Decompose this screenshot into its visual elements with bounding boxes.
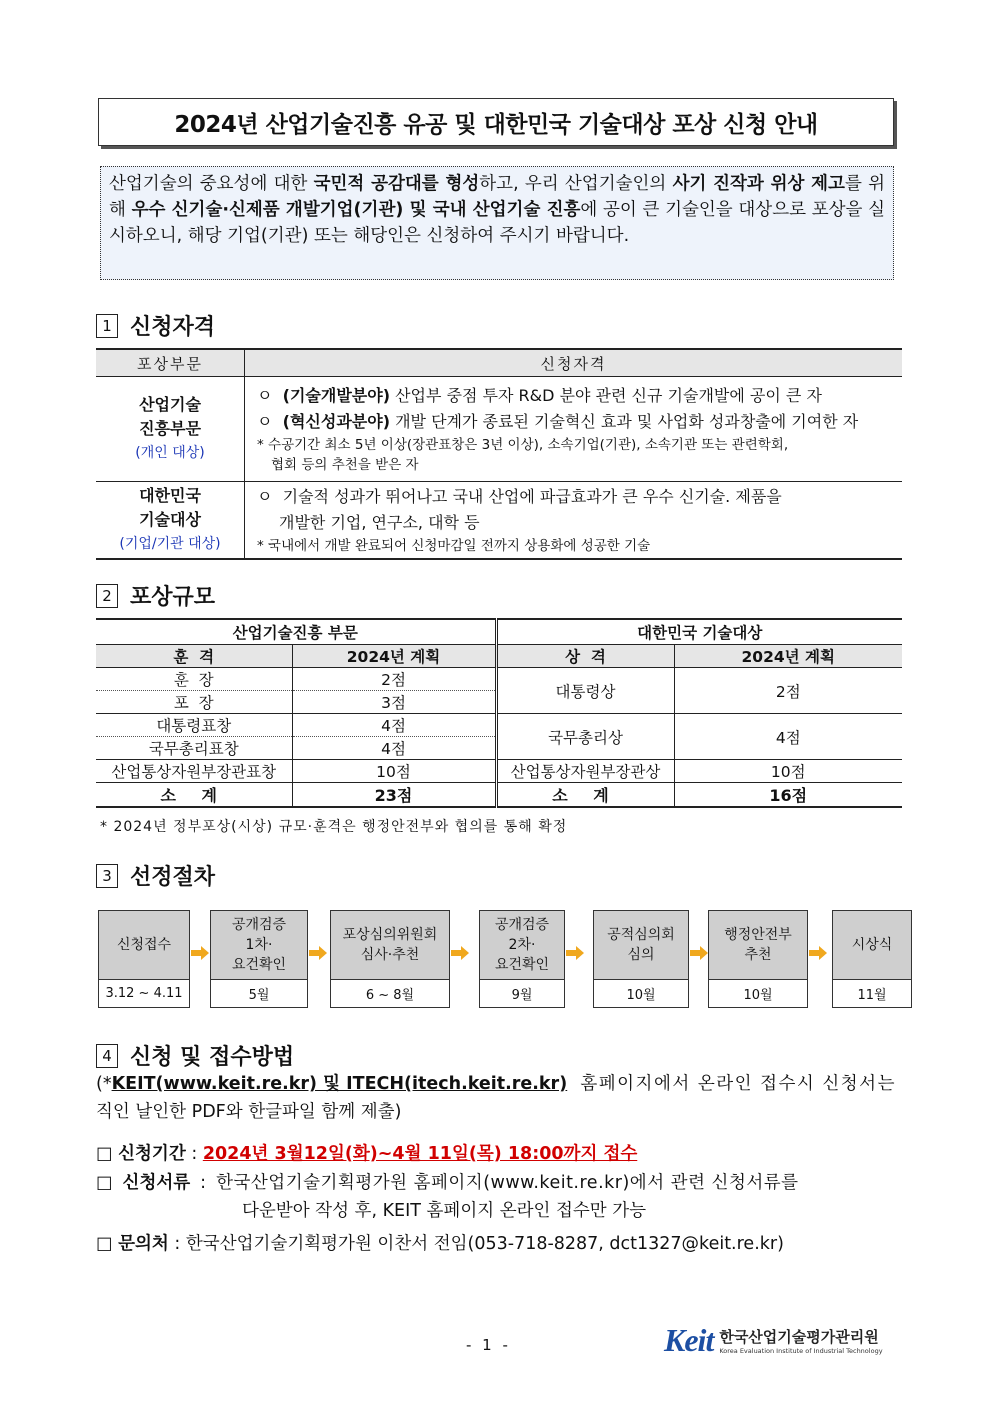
process-step-date: 10월 bbox=[743, 988, 773, 1003]
logo-korean: 한국산업기술평가관리원 bbox=[719, 1328, 879, 1346]
process-step bbox=[210, 910, 308, 1008]
table-cell: 대통령상 bbox=[496, 668, 674, 714]
arrow-right-icon bbox=[690, 946, 708, 960]
process-step-label: 공적심의회 심의 bbox=[594, 911, 688, 980]
table-row bbox=[96, 783, 902, 808]
docs-value: 다운받아 작성 후, KEIT 홈페이지 온라인 접수만 가능 bbox=[242, 1201, 647, 1221]
bullet: ㅇ bbox=[257, 412, 273, 431]
page-number: - 1 - bbox=[466, 1336, 511, 1354]
contact-label: 문의처 bbox=[118, 1234, 169, 1254]
category-target: (개인 대상) bbox=[135, 445, 205, 461]
table-cell: 국무총리표창 bbox=[96, 737, 292, 760]
process-step-label: 공개검증 2차· 요건확인 bbox=[480, 911, 564, 980]
apply-text: 홈페이지에서 온라인 접수시 신청서는 bbox=[580, 1074, 896, 1094]
process-step bbox=[832, 910, 912, 1008]
total-value: 16점 bbox=[674, 783, 902, 808]
bullet: ㅇ bbox=[257, 386, 273, 405]
intro-bold: 우수 신기술·신제품 개발기업(기관) 및 국내 산업기술 진흥 bbox=[131, 200, 581, 220]
qualification-cell bbox=[245, 377, 903, 482]
table-header: 대한민국 기술대상 bbox=[496, 619, 902, 645]
intro-text: 를 위해 bbox=[109, 174, 885, 220]
category-label: 대한민국 bbox=[139, 486, 201, 505]
table-cell: 4점 bbox=[292, 737, 496, 760]
total-label: 소 계 bbox=[496, 783, 674, 808]
qualification-note: * 국내에서 개발 완료되어 신청마감일 전까지 상용화에 성공한 기술 bbox=[257, 538, 651, 554]
apply-docs bbox=[96, 1169, 896, 1225]
table-header: 상 격 bbox=[496, 645, 674, 668]
colon: : bbox=[174, 1234, 181, 1254]
process-step-label: 신청접수 bbox=[99, 911, 189, 980]
section-title: 신청 및 접수방법 bbox=[130, 1045, 295, 1070]
section-title: 선정절차 bbox=[130, 865, 216, 890]
section-2-heading bbox=[96, 580, 215, 611]
table-row bbox=[96, 760, 902, 783]
arrow-right-icon bbox=[451, 946, 469, 960]
intro-bold: 국민적 공감대를 형성 bbox=[313, 174, 480, 194]
apply-text: 직인 날인한 PDF와 한글파일 함께 제출) bbox=[96, 1102, 402, 1122]
section-number: 2 bbox=[96, 584, 118, 608]
qualification-field: (혁신성과분야) bbox=[282, 412, 391, 431]
arrow-right-icon bbox=[809, 946, 827, 960]
section-1-heading bbox=[96, 310, 215, 341]
colon: : bbox=[191, 1144, 198, 1164]
section-title: 포상규모 bbox=[130, 585, 216, 610]
category-target: (기업/기관 대상) bbox=[119, 536, 221, 552]
table-row bbox=[96, 645, 902, 668]
total-label: 소 계 bbox=[96, 783, 292, 808]
qualification-line bbox=[257, 383, 898, 409]
table-cell: 3점 bbox=[292, 691, 496, 714]
table-cell: 대통령표창 bbox=[96, 714, 292, 737]
process-step bbox=[98, 910, 190, 1008]
intro-bold: 사기 진작과 위상 제고 bbox=[672, 174, 845, 194]
table-header: 포상부문 bbox=[96, 349, 245, 377]
qualification-field: (기술개발분야) bbox=[282, 386, 391, 405]
table-cell: 국무총리상 bbox=[496, 714, 674, 760]
qualification-text: 개발한 기업, 연구소, 대학 등 bbox=[279, 513, 480, 532]
table-cell: 산업통상자원부장관표창 bbox=[96, 760, 292, 783]
table-cell: 4점 bbox=[292, 714, 496, 737]
table-header: 2024년 계획 bbox=[674, 645, 902, 668]
qualification-text: 기술적 성과가 뛰어나고 국내 산업에 파급효과가 큰 우수 신기술. 제품을 bbox=[282, 487, 782, 506]
table-cell: 4점 bbox=[674, 714, 902, 760]
section-number: 3 bbox=[96, 864, 118, 888]
intro-text: 에 공이 큰 기술인을 대상으로 포상을 실시하오니, 해당 기업(기관) 또는 해당인은 신청하여 주시기 바랍니다. bbox=[109, 200, 886, 246]
qualification-line bbox=[257, 409, 898, 435]
process-step-date: 10월 bbox=[626, 988, 656, 1003]
arrow-right-icon bbox=[566, 946, 584, 960]
table-cell: 포 장 bbox=[96, 691, 292, 714]
arrow-right-icon bbox=[309, 946, 327, 960]
period-label: 신청기간 bbox=[118, 1144, 186, 1164]
docs-value: 한국산업기술기획평가원 홈페이지(www.keit.re.kr)에서 관련 신청서류를 bbox=[216, 1173, 799, 1193]
process-step-date: 6 ~ 8월 bbox=[365, 988, 415, 1003]
table-cell: 2점 bbox=[674, 668, 902, 714]
table-cell: 10점 bbox=[770, 763, 806, 781]
process-step-label: 시상식 bbox=[833, 911, 911, 980]
table-row bbox=[96, 619, 902, 645]
docs-label: 신청서류 bbox=[122, 1173, 191, 1193]
table-row bbox=[96, 377, 902, 482]
table-cell: 산업통상자원부장관상 bbox=[496, 760, 674, 783]
table-cell: 10점 bbox=[292, 760, 496, 783]
process-step-label: 포상심의위원회 심사·추천 bbox=[331, 911, 449, 980]
qualification-line bbox=[257, 484, 898, 510]
apply-period bbox=[96, 1140, 896, 1168]
keit-logo-mark: Keit bbox=[664, 1322, 714, 1358]
process-step-label: 행정안전부 추천 bbox=[709, 911, 807, 980]
contact-value: 한국산업기술기획평가원 이찬서 전임(053-718-8287, dct1327@keit.re.kr) bbox=[185, 1234, 784, 1254]
qualification-text: 개발 단계가 종료된 기술혁신 효과 및 사업화 성과창출에 기여한 자 bbox=[390, 412, 859, 431]
category-label: 진흥부문 bbox=[139, 419, 201, 438]
table-row bbox=[96, 714, 902, 737]
category-cell bbox=[96, 482, 245, 560]
section-title: 신청자격 bbox=[130, 315, 216, 340]
qualification-note: * 수공기간 최소 5년 이상(장관표창은 3년 이상), 소속기업(기관), 소속기관 또는 관련학회, bbox=[257, 437, 789, 453]
intro-paragraph bbox=[100, 166, 894, 280]
category-label: 기술대상 bbox=[139, 510, 201, 529]
section-3-heading bbox=[96, 860, 215, 891]
qualification-cell bbox=[245, 482, 903, 560]
checkbox-icon: □ bbox=[96, 1234, 113, 1254]
colon: : bbox=[200, 1173, 207, 1193]
section-number: 4 bbox=[96, 1044, 118, 1068]
apply-note bbox=[96, 1070, 896, 1126]
intro-text: 하고, 우리 산업기술인의 bbox=[479, 174, 673, 194]
process-step bbox=[330, 910, 450, 1008]
table-cell: 2점 bbox=[292, 668, 496, 691]
section-number: 1 bbox=[96, 314, 118, 338]
process-step bbox=[593, 910, 689, 1008]
category-cell bbox=[96, 377, 245, 482]
category-label: 산업기술 bbox=[139, 395, 201, 414]
section-4-heading bbox=[96, 1040, 294, 1071]
table-cell: 훈 장 bbox=[96, 668, 292, 691]
qualification-note: 협회 등의 추천을 받은 자 bbox=[271, 457, 419, 473]
process-step-date: 11월 bbox=[857, 988, 887, 1003]
arrow-right-icon bbox=[191, 946, 209, 960]
table-header: 산업기술진흥 부문 bbox=[96, 619, 496, 645]
checkbox-icon: □ bbox=[96, 1173, 113, 1193]
total-value: 23점 bbox=[292, 783, 496, 808]
awards-table bbox=[96, 618, 902, 808]
table-row bbox=[96, 668, 902, 691]
eligibility-table bbox=[96, 348, 902, 560]
process-step bbox=[708, 910, 808, 1008]
process-step-date: 9월 bbox=[511, 988, 533, 1003]
logo-english: Korea Evaluation Institute of Industrial Technology bbox=[719, 1347, 883, 1355]
table-header: 훈 격 bbox=[96, 645, 292, 668]
process-step-date: 5월 bbox=[248, 988, 270, 1003]
apply-sites: KEIT(www.keit.re.kr) 및 ITECH(itech.keit.re.kr) bbox=[111, 1074, 568, 1094]
keit-logo bbox=[664, 1322, 883, 1359]
process-step bbox=[479, 910, 565, 1008]
intro-text: 산업기술의 중요성에 대한 bbox=[109, 174, 314, 194]
table-row bbox=[96, 482, 902, 560]
table-header: 신청자격 bbox=[245, 349, 903, 377]
period-value: 2024년 3월12일(화)~4월 11일(목) 18:00까지 접수 bbox=[202, 1144, 638, 1164]
qualification-text: 산업부 중점 투자 R&D 분야 관련 신규 기술개발에 공이 큰 자 bbox=[390, 386, 822, 405]
process-step-date: 3.12 ~ 4.11 bbox=[105, 986, 183, 1001]
table-header: 2024년 계획 bbox=[292, 645, 496, 668]
process-step-label: 공개검증 1차· 요건확인 bbox=[211, 911, 307, 980]
page-title: 2024년 산업기술진흥 유공 및 대한민국 기술대상 포상 신청 안내 bbox=[98, 98, 894, 146]
apply-text: (* bbox=[96, 1074, 112, 1094]
bullet: ㅇ bbox=[257, 487, 273, 506]
checkbox-icon: □ bbox=[96, 1144, 113, 1164]
apply-contact bbox=[96, 1230, 896, 1258]
awards-note: * 2024년 정부포상(시상) 규모·훈격은 행정안전부와 협의를 통해 확정 bbox=[100, 819, 568, 835]
